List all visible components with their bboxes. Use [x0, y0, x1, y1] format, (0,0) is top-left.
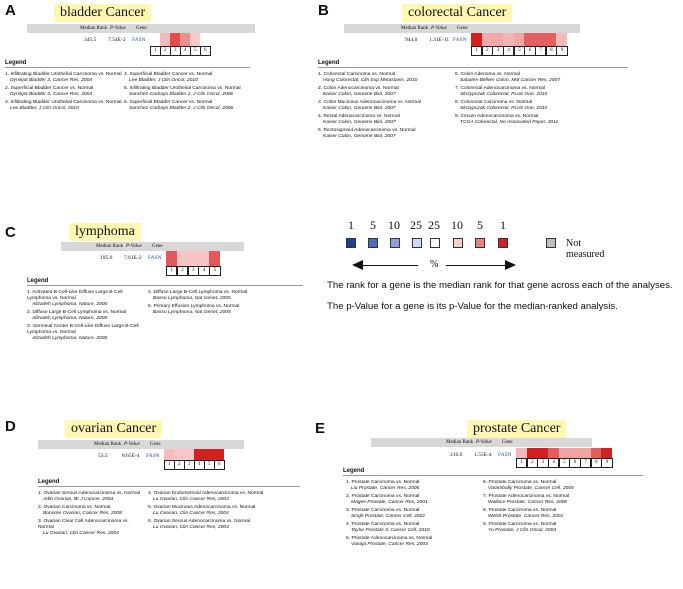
not-measured-label: Not measured	[566, 238, 605, 260]
legend-item	[346, 494, 479, 506]
header-gene: Gene	[150, 442, 161, 447]
column-number: 5	[209, 266, 220, 276]
column-number: 5	[514, 46, 525, 56]
legend-comparison: 3. Colon Mucinous Adenocarcinoma vs. Normal	[318, 100, 422, 105]
legend-source: Dyrskjot Bladder 3, Cancer Res, 2004	[10, 92, 93, 97]
heatmap-cell	[214, 449, 224, 460]
legend-item	[148, 304, 280, 316]
column-number: 4	[548, 458, 559, 468]
legend-comparison: 3. Infiltrating Bladder Urothelial Carcinoma vs. Normal	[5, 100, 122, 105]
legend-source: Alizadeh Lymphoma, Nature, 2000	[32, 302, 108, 307]
column-number: 1	[516, 458, 527, 468]
legend-source: Lee Bladder, J Clin Oncol, 2010	[10, 106, 79, 111]
gene-name[interactable]: FASN	[148, 255, 162, 261]
legend-item	[124, 72, 246, 84]
legend-comparison: 6. Ovarian Serous Adenocarcinoma vs. Normal	[148, 519, 250, 524]
legend-title: Legend	[27, 278, 49, 284]
header-median-rank: Median Rank	[80, 26, 108, 31]
legend-source: Lu Ovarian, Clin Cancer Res, 2004	[153, 525, 229, 530]
panel-letter: E	[315, 420, 326, 437]
legend-item	[148, 505, 280, 517]
heatmap-cell	[503, 33, 514, 46]
key-rank-number: 25	[428, 218, 440, 232]
legend-source: Magee Prostate, Cancer Res, 2001	[351, 500, 428, 505]
legend-item	[483, 522, 615, 534]
legend-source: Skrzypczak Colorectal, PLoS One, 2010	[460, 106, 548, 111]
legend-source: Basso Lymphoma, Nat Genet, 2005	[153, 296, 231, 301]
heatmap-cell	[516, 448, 527, 458]
legend-item	[38, 491, 145, 503]
column-number: 9	[556, 46, 567, 56]
key-swatch	[412, 238, 422, 248]
heatmap-cell	[164, 449, 174, 460]
panel-title: prostate Cancer	[467, 420, 566, 438]
p-value-value: 1.31E-11	[429, 37, 450, 43]
column-numbers	[166, 266, 220, 276]
key-swatch	[475, 238, 485, 248]
p-value-value: 7.61E-2	[124, 255, 142, 261]
key-rank-number: 25	[410, 218, 422, 232]
column-number: 6	[569, 458, 580, 468]
legend-source: Alizadeh Lymphoma, Nature, 2000	[32, 336, 108, 341]
heatmap-cell	[177, 251, 188, 266]
legend-comparison: 5. Ovarian Mucinous Adenocarcinoma vs. Normal	[148, 505, 256, 510]
legend-source: Sanchez-Carbayo Bladder 2, J Clin Oncol, 2006	[129, 106, 234, 111]
column-number: 5	[204, 460, 215, 470]
column-number: 7	[535, 46, 546, 56]
column-number: 6	[214, 460, 225, 470]
header-gene: Gene	[152, 244, 163, 249]
column-numbers	[471, 46, 567, 56]
column-number: 1	[164, 460, 175, 470]
column-number: 4	[194, 460, 205, 470]
legend-comparison: 8. Colorectal Carcinoma vs. Normal	[455, 100, 533, 105]
legend-source: Alizadeh Lymphoma, Nature, 2000	[32, 316, 108, 321]
heatmap-cell	[514, 33, 525, 46]
legend-item	[346, 480, 479, 492]
key-rank-number: 10	[388, 218, 400, 232]
legend-title: Legend	[343, 468, 365, 474]
legend-comparison: 2. Superficial Bladder Cancer vs. Normal	[5, 86, 94, 91]
column-number: 8	[591, 458, 602, 468]
key-arrowhead-left	[352, 260, 363, 270]
legend-source: Adib Ovarian, Br J Cancer, 2004	[43, 497, 114, 502]
legend-source: TCGA Colorectal, No Associated Paper, 2011	[460, 120, 559, 125]
legend-item	[124, 86, 246, 98]
legend-item	[318, 72, 451, 84]
key-arrow-right	[446, 265, 506, 266]
heatmap-cell	[569, 448, 580, 458]
panel-title: colorectal Cancer	[402, 4, 512, 22]
legend-column-left	[38, 491, 145, 539]
header-p-value: P-Value	[431, 26, 447, 31]
legend-item	[148, 491, 280, 503]
column-number: 2	[177, 266, 188, 276]
column-number: 2	[482, 46, 493, 56]
heatmap-cell	[209, 251, 220, 266]
gene-name[interactable]: FASN	[146, 453, 160, 459]
column-number: 1	[166, 266, 177, 276]
column-numbers	[516, 458, 612, 468]
legend-item	[318, 128, 451, 140]
legend-title: Legend	[5, 60, 27, 66]
table-header	[61, 242, 244, 251]
key-arrow-left	[362, 265, 418, 266]
legend-divider	[343, 475, 643, 476]
legend-title: Legend	[318, 60, 340, 66]
legend-comparison: 1. Colorectal Carcinoma vs. Normal	[318, 72, 396, 77]
heatmap-cell	[190, 33, 200, 46]
column-number: 3	[184, 460, 195, 470]
legend-source: Liu Prostate, Cancer Res, 2006	[351, 486, 420, 491]
legend-comparison: 4. Prostate Carcinoma vs. Normal	[346, 522, 420, 527]
p-value-value: 1.55E-4	[474, 452, 492, 458]
legend-column-right	[148, 491, 280, 533]
legend-item	[483, 508, 615, 520]
heatmap-cell	[482, 33, 493, 46]
header-p-value: P-Value	[110, 26, 126, 31]
panel-letter: A	[5, 2, 16, 19]
legend-item	[318, 100, 451, 112]
table-header	[344, 24, 580, 33]
median-rank-value: 944.0	[405, 37, 418, 43]
column-numbers	[164, 460, 224, 470]
heatmap-row	[516, 448, 612, 458]
legend-comparison: 3. Germinal Center B-Cell-Like Diffuse Large B-Cell Lymphoma vs. Normal	[27, 324, 139, 335]
key-rank-number: 5	[477, 218, 483, 232]
legend-source: Taylor Prostate 3, Cancer Cell, 2010	[351, 528, 430, 533]
heatmap-cell	[524, 33, 535, 46]
header-median-rank: Median Rank	[401, 26, 429, 31]
legend-comparison: 6. Colon Adenoma vs. Normal	[455, 72, 520, 77]
heatmap-row	[150, 33, 210, 46]
table-header	[371, 438, 592, 447]
column-number: 3	[170, 46, 181, 56]
legend-item	[346, 508, 479, 520]
legend-comparison: 5. Infiltrating Bladder Urothelial Carcinoma vs. Normal	[124, 86, 241, 91]
legend-divider	[318, 67, 628, 68]
legend-comparison: 1. Infiltrating Bladder Urothelial Carcinoma vs. Normal	[5, 72, 122, 77]
column-number: 4	[503, 46, 514, 56]
legend-source: Lee Bladder, J Clin Oncol, 2010	[129, 78, 198, 83]
header-gene: Gene	[136, 26, 147, 31]
heatmap-cell	[580, 448, 591, 458]
key-swatch	[430, 238, 440, 248]
legend-source: Wallace Prostate, Cancer Res, 2008	[488, 500, 568, 505]
legend-comparison: 6. Prostate Carcinoma vs. Normal	[483, 480, 557, 485]
heatmap-cell	[471, 33, 482, 46]
heatmap-row	[471, 33, 567, 46]
legend-item	[318, 114, 451, 126]
legend-comparison: 9. Prostate Carcinoma vs. Normal	[483, 522, 557, 527]
heatmap-cell	[548, 448, 559, 458]
legend-comparison: 7. Colorectal Adenocarcinoma vs. Normal	[455, 86, 545, 91]
column-numbers	[150, 46, 210, 56]
legend-item	[483, 480, 615, 492]
heatmap-cell	[537, 448, 548, 458]
heatmap-row	[166, 251, 220, 266]
key-arrowhead-right	[505, 260, 516, 270]
legend-source: Bonome Ovarian, Cancer Res, 2008	[43, 511, 122, 516]
legend-comparison: 7. Prostate Adenocarcinoma vs. Normal	[483, 494, 570, 499]
legend-source: Yu Prostate, J Clin Oncol, 2004	[488, 528, 557, 533]
legend-comparison: 3. Prostate Carcinoma vs. Normal	[346, 508, 420, 513]
legend-item	[455, 72, 585, 84]
column-number: 2	[174, 460, 185, 470]
legend-divider	[38, 486, 300, 487]
legend-column-right	[148, 290, 280, 318]
key-swatch	[390, 238, 400, 248]
legend-comparison: 2. Prostate Carcinoma vs. Normal	[346, 494, 420, 499]
heatmap-cell	[184, 449, 194, 460]
column-number: 1	[150, 46, 161, 56]
key-swatch	[453, 238, 463, 248]
gene-name[interactable]: FASN	[498, 452, 512, 458]
header-p-value: P-Value	[124, 442, 140, 447]
key-explanation-rank: The rank for a gene is the median rank for that gene across each of the analyses.	[327, 280, 673, 291]
legend-source: Hong Colorectal, Clin Exp Metastasis, 2010	[323, 78, 418, 83]
legend-comparison: 4. Superficial Bladder Cancer vs. Normal	[124, 72, 213, 77]
header-gene: Gene	[457, 26, 468, 31]
legend-source: Singh Prostate, Cancer Cell, 2002	[351, 514, 425, 519]
key-explanation-pvalue: The p-Value for a gene is its p-Value for the median-ranked analysis.	[327, 301, 618, 312]
legend-comparison: 5. Prostate Adenocarcinoma vs. Normal	[346, 536, 433, 541]
heatmap-cell	[492, 33, 503, 46]
column-number: 4	[198, 266, 209, 276]
legend-item	[346, 522, 479, 534]
panel-letter: B	[318, 2, 329, 19]
legend-item	[124, 100, 246, 112]
heatmap-cell	[180, 33, 190, 46]
key-swatch	[498, 238, 508, 248]
panel-title: ovarian Cancer	[65, 420, 162, 438]
heatmap-cell	[601, 448, 612, 458]
legend-comparison: 1. Activated B-Cell-Like Diffuse Large B-Cell Lymphoma vs. Normal	[27, 290, 123, 301]
heatmap-cell	[527, 448, 538, 458]
legend-comparison: 6. Superficial Bladder Cancer vs. Normal	[124, 100, 213, 105]
panel-letter: C	[5, 224, 16, 241]
heatmap-cell	[204, 449, 214, 460]
legend-comparison: 2. Diffuse Large B-Cell Lymphoma vs. Normal	[27, 310, 127, 315]
legend-source: Kaiser Colon, Genome Biol, 2007	[323, 120, 396, 125]
legend-divider	[27, 285, 303, 286]
legend-item	[318, 86, 451, 98]
column-number: 3	[188, 266, 199, 276]
heatmap-cell	[559, 448, 570, 458]
not-measured-swatch	[546, 238, 556, 248]
column-number: 6	[200, 46, 211, 56]
panel-title: lymphoma	[69, 223, 141, 241]
heatmap-cell	[150, 33, 160, 46]
heatmap-row	[164, 449, 224, 460]
legend-comparison: 5. Rectosigmoid Adenocarcinoma vs. Normal	[318, 128, 416, 133]
legend-title: Legend	[38, 479, 60, 485]
legend-item	[38, 519, 145, 537]
header-median-rank: Median Rank	[96, 244, 124, 249]
table-header	[27, 24, 255, 33]
legend-column-left	[5, 72, 122, 114]
panel-letter: D	[5, 418, 16, 435]
legend-source: Kaiser Colon, Genome Biol, 2007	[323, 106, 396, 111]
legend-item	[38, 505, 145, 517]
heatmap-cell	[198, 251, 209, 266]
heatmap-cell	[591, 448, 602, 458]
legend-item	[27, 290, 144, 308]
legend-comparison: 9. Cecum Adenocarcinoma vs. Normal	[455, 114, 539, 119]
header-median-rank: Median Rank	[446, 440, 474, 445]
legend-comparison: 2. Colon Adenocarcinoma vs. Normal	[318, 86, 399, 91]
heatmap-cell	[174, 449, 184, 460]
legend-source: Kaiser Colon, Genome Biol, 2007	[323, 92, 396, 97]
legend-item	[27, 310, 144, 322]
median-rank-value: 345.5	[84, 37, 97, 43]
legend-item	[346, 536, 479, 548]
column-number: 9	[601, 458, 612, 468]
key-rank-number: 10	[451, 218, 463, 232]
legend-item	[5, 86, 122, 98]
legend-source: Welsh Prostate, Cancer Res, 2001	[488, 514, 564, 519]
legend-column-left	[27, 290, 144, 344]
heatmap-cell	[535, 33, 546, 46]
legend-item	[148, 519, 280, 531]
legend-comparison: 1. Ovarian Serous Adenocarcinoma vs. Normal	[38, 491, 140, 496]
column-number: 5	[559, 458, 570, 468]
legend-item	[455, 114, 585, 126]
heatmap-cell	[200, 33, 210, 46]
gene-name[interactable]: FASN	[132, 37, 146, 43]
legend-source: Dyrskjot Bladder 3, Cancer Res, 2004	[10, 78, 93, 83]
legend-item	[5, 100, 122, 112]
header-p-value: P-Value	[476, 440, 492, 445]
key-swatch	[346, 238, 356, 248]
header-median-rank: Median Rank	[94, 442, 122, 447]
legend-comparison: 8. Prostate Carcinoma vs. Normal	[483, 508, 557, 513]
column-number: 4	[180, 46, 191, 56]
legend-source: Sabates-Bellver Colon, Mol Cancer Res, 2007	[460, 78, 561, 83]
legend-source: Sanchez-Carbayo Bladder 2, J Clin Oncol, 2006	[129, 92, 234, 97]
column-number: 6	[524, 46, 535, 56]
heatmap-cell	[194, 449, 204, 460]
legend-source: Lu Ovarian, Clin Cancer Res, 2004	[153, 511, 229, 516]
key-percent-label: %	[430, 259, 439, 270]
legend-column-left	[318, 72, 451, 142]
column-number: 2	[527, 458, 538, 468]
legend-source: Basso Lymphoma, Nat Genet, 2005	[153, 310, 231, 315]
p-value-value: 7.54E-2	[108, 37, 126, 43]
header-p-value: P-Value	[126, 244, 142, 249]
column-number: 5	[190, 46, 201, 56]
heatmap-cell	[556, 33, 567, 46]
column-number: 8	[546, 46, 557, 56]
heatmap-cell	[166, 251, 177, 266]
p-value-value: 8.65E-4	[122, 453, 140, 459]
legend-column-right	[483, 480, 615, 536]
legend-column-left	[346, 480, 479, 550]
column-number: 3	[492, 46, 503, 56]
panel-title: bladder Cancer	[54, 4, 151, 22]
legend-comparison: 1. Prostate Carcinoma vs. Normal	[346, 480, 420, 485]
legend-item	[5, 72, 122, 84]
legend-item	[27, 324, 144, 342]
legend-comparison: 2. Ovarian Carcinoma vs. Normal	[38, 505, 111, 510]
key-rank-number: 1	[348, 218, 354, 232]
column-number: 7	[580, 458, 591, 468]
median-rank-value: 216.0	[450, 452, 463, 458]
column-number: 2	[160, 46, 171, 56]
legend-source: Kaiser Colon, Genome Biol, 2007	[323, 134, 396, 139]
legend-comparison: 4. Rectal Adenocarcinoma vs. Normal	[318, 114, 400, 119]
heatmap-cell	[188, 251, 199, 266]
header-gene: Gene	[502, 440, 513, 445]
column-number: 3	[537, 458, 548, 468]
gene-name[interactable]: FASN	[453, 37, 467, 43]
legend-comparison: 4. Diffuse Large B-Cell Lymphoma vs. Normal	[148, 290, 248, 295]
key-swatch	[368, 238, 378, 248]
key-rank-number: 5	[370, 218, 376, 232]
legend-source: Lu Ovarian, Clin Cancer Res, 2004	[43, 531, 119, 536]
column-number: 1	[471, 46, 482, 56]
legend-comparison: 4. Ovarian Endometrioid Adenocarcinoma vs. Normal	[148, 491, 264, 496]
legend-comparison: 5. Primary Effusion Lymphoma vs. Normal	[148, 304, 240, 309]
key-rank-number: 1	[500, 218, 506, 232]
legend-column-right	[455, 72, 585, 128]
legend-item	[148, 290, 280, 302]
legend-source: Vanaja Prostate, Cancer Res, 2003	[351, 542, 428, 547]
legend-column-right	[124, 72, 246, 114]
table-header	[38, 440, 244, 449]
legend-item	[483, 494, 615, 506]
median-rank-value: 195.0	[100, 255, 113, 261]
heatmap-cell	[160, 33, 170, 46]
legend-source: Varambally Prostate, Cancer Cell, 2005	[488, 486, 574, 491]
legend-source: Lu Ovarian, Clin Cancer Res, 2004	[153, 497, 229, 502]
heatmap-cell	[546, 33, 557, 46]
median-rank-value: 53.5	[98, 453, 108, 459]
legend-comparison: 3. Ovarian Clear Cell Adenocarcinoma vs. Normal	[38, 519, 129, 530]
legend-source: Skrzypczak Colorectal, PLoS One, 2010	[460, 92, 548, 97]
legend-divider	[5, 67, 250, 68]
legend-item	[455, 86, 585, 98]
heatmap-cell	[170, 33, 180, 46]
legend-item	[455, 100, 585, 112]
